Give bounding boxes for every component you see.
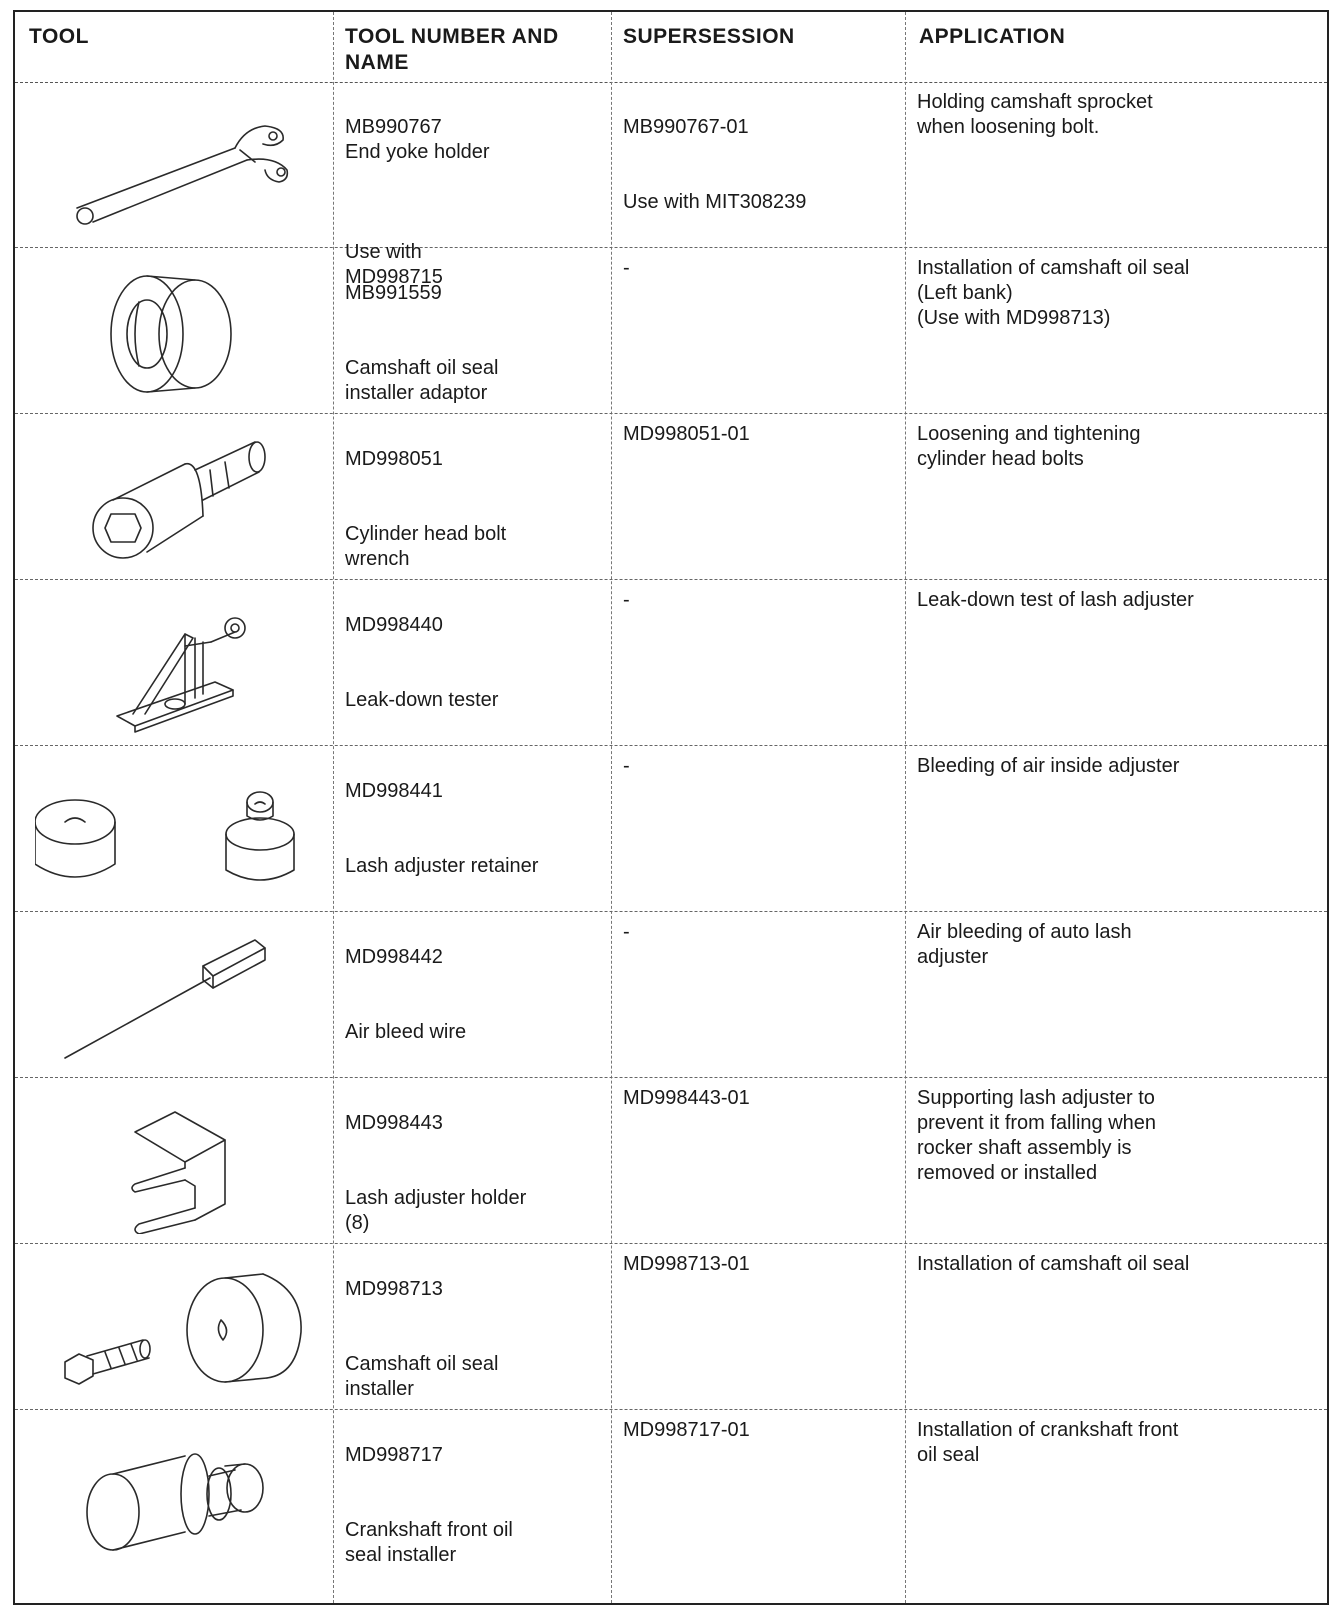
table-row	[15, 414, 1327, 580]
leak-down-tester-icon	[35, 586, 325, 736]
tool-name: Crankshaft front oil seal installer	[345, 1519, 513, 1566]
header-tool: TOOL	[29, 25, 89, 48]
supersession-cell	[623, 90, 913, 240]
camshaft-seal-installer-icon	[35, 1250, 325, 1400]
air-bleed-wire-icon	[35, 918, 325, 1068]
tool-number-name-cell	[345, 1086, 595, 1261]
tool-name: End yoke holder	[345, 141, 490, 163]
application-cell: Installation of camshaft oil seal	[917, 1253, 1190, 1275]
application-cell: Loosening and tightening cylinder head bolts	[917, 423, 1141, 470]
end-yoke-holder-icon	[35, 88, 325, 238]
table-header	[15, 12, 1327, 83]
tool-name: Air bleed wire	[345, 1021, 467, 1043]
supersession-cell: MD998717-01	[623, 1419, 750, 1441]
table-row	[15, 746, 1327, 912]
application-cell: Leak-down test of lash adjuster	[917, 589, 1194, 611]
tool-number-name-cell	[345, 1418, 595, 1593]
special-tools-table	[13, 10, 1329, 1605]
tool-number-name-cell	[345, 1252, 595, 1427]
crankshaft-seal-installer-icon	[35, 1416, 325, 1566]
tool-name: Lash adjuster retainer	[345, 855, 539, 877]
tool-name: Camshaft oil seal installer	[345, 1353, 499, 1400]
application-cell: Bleeding of air inside adjuster	[917, 755, 1180, 777]
tool-name: Lash adjuster holder (8)	[345, 1187, 527, 1234]
application-cell: Installation of crankshaft front oil seal	[917, 1419, 1179, 1466]
lash-adjuster-holder-icon	[35, 1084, 325, 1234]
application-cell: Installation of camshaft oil seal (Left bank) (Use with MD998713)	[917, 257, 1190, 329]
application-cell: Holding camshaft sprocket when loosening bolt.	[917, 91, 1153, 138]
tool-number-name-cell	[345, 588, 595, 738]
supersession-cell: MD998051-01	[623, 423, 750, 445]
tool-number: MB991559	[345, 282, 442, 304]
tool-number: MD998443	[345, 1112, 443, 1134]
tool-name: Leak-down tester	[345, 689, 499, 711]
tool-number-name-cell	[345, 256, 595, 431]
table-row	[15, 1244, 1327, 1410]
supersession-cell: MD998713-01	[623, 1253, 750, 1275]
table-row	[15, 82, 1327, 288]
supersession-value: MB990767-01	[623, 116, 749, 138]
tool-number: MD998717	[345, 1444, 443, 1466]
head-bolt-wrench-icon	[35, 420, 325, 570]
table-row	[15, 1410, 1327, 1603]
seal-installer-adaptor-icon	[35, 254, 325, 404]
header-tool-number-name: TOOL NUMBER AND NAME	[345, 25, 559, 74]
tool-number: MB990767	[345, 116, 442, 138]
table-row	[15, 580, 1327, 746]
tool-number: MD998051	[345, 448, 443, 470]
header-supersession: SUPERSESSION	[623, 25, 795, 48]
supersession-cell: -	[623, 921, 630, 943]
tool-name: Cylinder head bolt wrench	[345, 523, 507, 570]
supersession-cell: -	[623, 589, 630, 611]
header-application: APPLICATION	[919, 25, 1066, 48]
tool-number-name-cell	[345, 920, 595, 1070]
table-row	[15, 248, 1327, 414]
tool-number: MD998713	[345, 1278, 443, 1300]
tool-number: MD998441	[345, 780, 443, 802]
tool-number: MD998442	[345, 946, 443, 968]
application-cell: Supporting lash adjuster to prevent it from falling when rocker shaft assembly is removed or installed	[917, 1087, 1157, 1184]
application-cell: Air bleeding of auto lash adjuster	[917, 921, 1132, 968]
tool-number-name-cell	[345, 422, 595, 597]
tool-number: MD998440	[345, 614, 443, 636]
supersession-cell: -	[623, 755, 630, 777]
supersession-cell: MD998443-01	[623, 1087, 750, 1109]
tool-number-name-cell	[345, 754, 595, 904]
supersession-note: Use with MIT308239	[623, 191, 807, 213]
supersession-cell: -	[623, 257, 630, 279]
table-row	[15, 912, 1327, 1078]
lash-adjuster-retainer-icon	[35, 752, 325, 902]
table-row	[15, 1078, 1327, 1244]
tool-note: Use with MD998715	[345, 241, 443, 288]
tool-name: Camshaft oil seal installer adaptor	[345, 357, 499, 404]
